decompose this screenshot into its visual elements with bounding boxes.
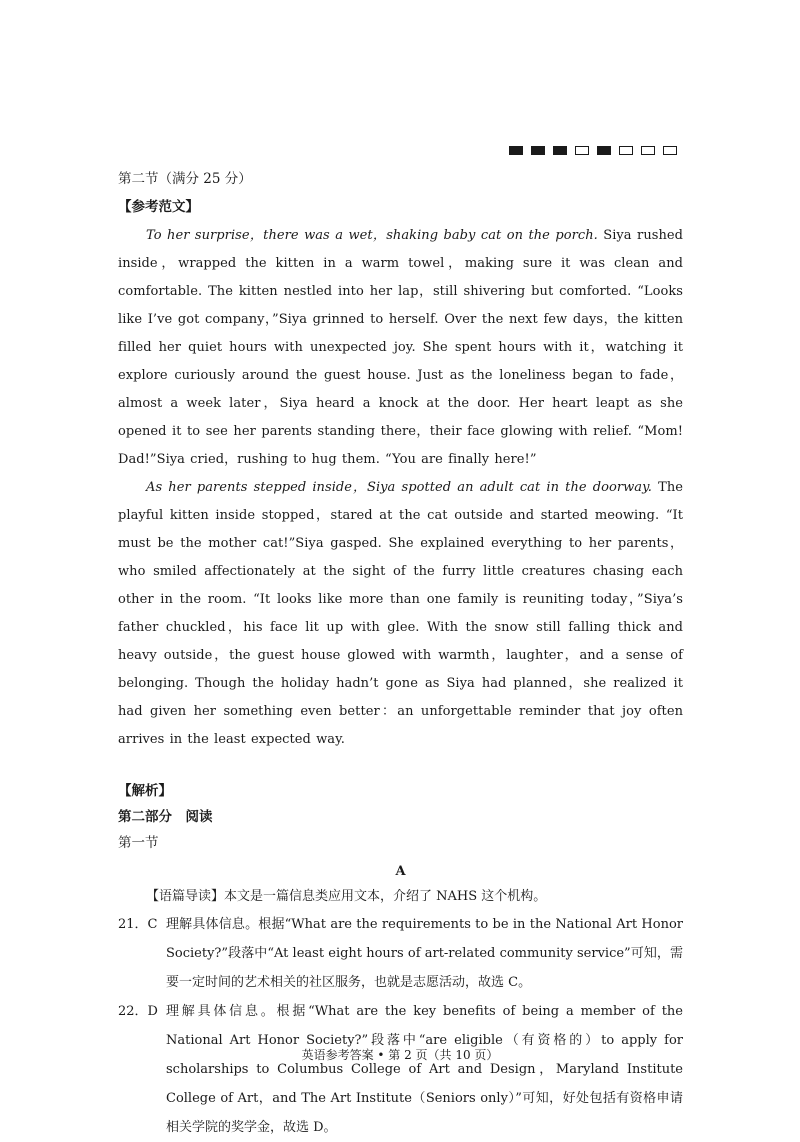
section1-title: 第一节 <box>118 835 159 851</box>
essay-paragraph-1 <box>118 222 683 474</box>
passage-label: A <box>395 864 406 879</box>
passage-intro: 【语篇导读】本文是一篇信息类应用文本，介绍了 NAHS 这个机构。 <box>146 889 547 904</box>
empty-square-icon <box>575 146 589 155</box>
empty-square-icon <box>663 146 677 155</box>
paragraph-1-body: Siya rushed inside，wrapped the kitten in a warm towel，making sure it was clean and comfortable. The kitten nestled into her lap，still shivering but comforted. “Looks like I’ve got company，”Siya grinned to herself. Over the next few days，the kitten filled her quiet hours with unexpected joy. She spent hours with it，watching it explore curiously around the guest house. Just as the loneliness began to fade，almost a week later，Siya heard a knock at the door. Her heart leapt as she opened it to see her parents standing there，their face glowing with relief. “Mom! Dad!”Siya cried，rushing to hug them. “You are finally here!” <box>118 228 683 467</box>
empty-square-icon <box>641 146 655 155</box>
model-essay-label: 【参考范文】 <box>118 199 199 215</box>
part2-title: 第二部分 阅读 <box>118 809 213 825</box>
paragraph-2-body: The playful kitten inside stopped，stared at the cat outside and started meowing. “It must be the mother cat!”Siya gasped. She explained everything to her parents，who smiled affectionately at the sight of the furry little creatures chasing each other in the room. “It looks like more than one family is reuniting today，”Siya’s father chuckled，his face lit up with glee. With the snow still falling thick and heavy outside，the guest house glowed with warmth，laughter，and a sense of belonging. Though the holiday hadn’t gone as Siya had planned，she realized it had given her something even better：an unforgettable reminder that joy often arrives in the least expected way. <box>118 480 683 747</box>
page-footer: 英语参考答案 • 第 2 页（共 10 页） <box>301 1048 499 1062</box>
filled-square-icon <box>553 146 567 155</box>
paragraph-1-lead: To her surprise，there was a wet，shaking baby cat on the porch. <box>146 228 598 243</box>
empty-square-icon <box>619 146 633 155</box>
answer-number: 21．C <box>118 917 158 932</box>
filled-square-icon <box>597 146 611 155</box>
filled-square-icon <box>509 146 523 155</box>
filled-square-icon <box>531 146 545 155</box>
answer-number: 22．D <box>118 1004 158 1019</box>
analysis-label: 【解析】 <box>118 783 172 799</box>
answer-item <box>118 910 683 997</box>
paragraph-2-lead: As her parents stepped inside，Siya spotted an adult cat in the doorway. <box>146 480 652 495</box>
section2-title: 第二节（满分 25 分） <box>118 171 252 187</box>
model-essay <box>118 222 683 754</box>
answer-progress-marks <box>509 146 677 155</box>
answer-item <box>118 997 683 1142</box>
answer-explanation: 理解具体信息。根据“What are the key benefits of being a member of the National Art Honor Society?”段落中“are eligible（有资格的）to apply for scholarships to Columbus College of Art and Design，Maryland Institute College of Art，and The Art Institute（Seniors only）”可知，好处包括有资格申请相关学院的奖学金，故选 D。 <box>166 1004 683 1135</box>
page-content <box>118 168 683 1142</box>
essay-paragraph-2 <box>118 474 683 754</box>
answer-explanation: 理解具体信息。根据“What are the requirements to be in the National Art Honor Society?”段落中“At least eight hours of art-related community service”可知，需要一定时间的艺术相关的社区服务，也就是志愿活动，故选 C。 <box>166 917 683 990</box>
